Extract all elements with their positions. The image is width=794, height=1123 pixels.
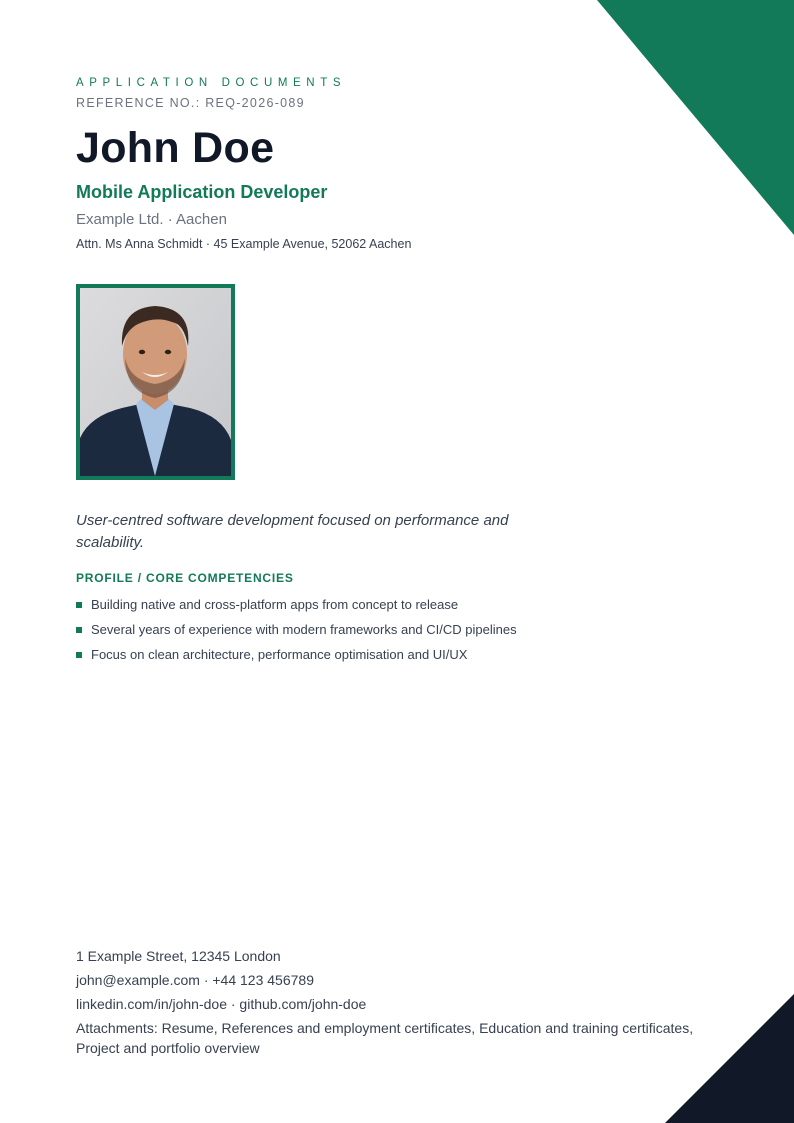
section-heading-profile: PROFILE / CORE COMPETENCIES <box>76 571 294 585</box>
contact-email-phone: john@example.com · +44 123 456789 <box>76 972 314 988</box>
contact-address: 1 Example Street, 12345 London <box>76 948 281 964</box>
competency-text: Several years of experience with modern frameworks and CI/CD pipelines <box>91 622 517 637</box>
job-title: Mobile Application Developer <box>76 182 328 202</box>
document-eyebrow: APPLICATION DOCUMENTS <box>76 77 347 89</box>
reference-number: REFERENCE NO.: REQ-2026-089 <box>76 96 305 110</box>
applicant-name: John Doe <box>76 124 275 172</box>
competency-text: Building native and cross-platform apps from concept to release <box>91 597 459 612</box>
square-bullet-icon <box>76 602 82 608</box>
contact-links: linkedin.com/in/john-doe · github.com/john-doe <box>76 996 367 1012</box>
contact-block <box>76 944 716 1058</box>
list-item <box>76 622 517 647</box>
top-right-green-triangle <box>597 0 794 235</box>
list-item <box>76 597 517 622</box>
list-item <box>76 647 517 672</box>
competency-text: Focus on clean architecture, performance optimisation and UI/UX <box>91 647 468 662</box>
applicant-photo <box>76 284 235 480</box>
company-line: Example Ltd. · Aachen <box>76 211 227 228</box>
competencies-list <box>76 597 517 672</box>
portrait-photo-image <box>80 288 231 476</box>
square-bullet-icon <box>76 627 82 633</box>
square-bullet-icon <box>76 652 82 658</box>
attachments-line: Attachments: Resume, References and employment certificates, Education and training certificates, Project and portfolio overview <box>76 1020 694 1056</box>
recipient-line: Attn. Ms Anna Schmidt · 45 Example Avenue, 52062 Aachen <box>76 237 412 251</box>
summary-tagline: User-centred software development focused on performance and scalability. <box>76 512 509 551</box>
